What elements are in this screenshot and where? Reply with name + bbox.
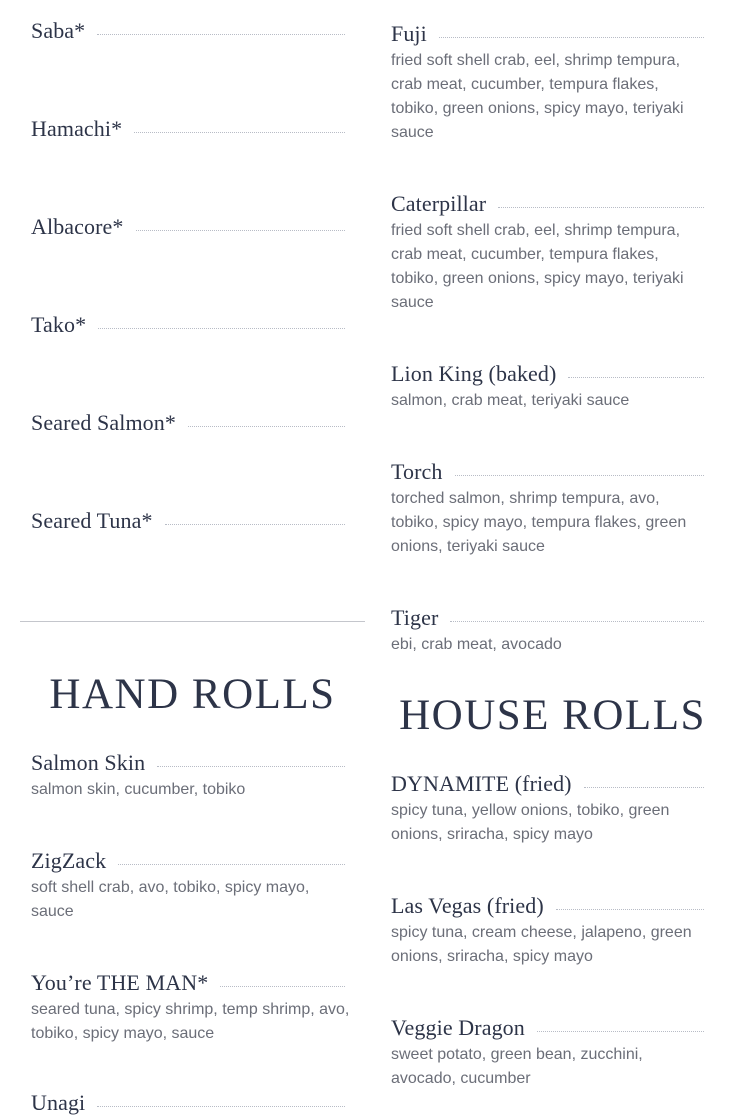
dotted-leader xyxy=(98,328,345,329)
item-description: torched salmon, shrimp tempura, avo, tobiko, spicy mayo, tempura flakes, green onions, teriyaki sauce xyxy=(391,490,687,555)
item-name: Saba* xyxy=(31,18,86,43)
item-name: ZigZack xyxy=(31,848,107,873)
menu-item-torch xyxy=(391,459,704,559)
menu-item-lion-king xyxy=(391,361,704,413)
item-description: ebi, crab meat, avocado xyxy=(391,636,562,653)
menu-item-tiger xyxy=(391,605,704,657)
dotted-leader xyxy=(97,1106,345,1107)
item-name: Veggie Dragon xyxy=(391,1015,525,1040)
menu-item-salmon-skin xyxy=(31,750,345,802)
dotted-leader xyxy=(165,524,345,525)
dotted-leader xyxy=(498,207,704,208)
dotted-leader xyxy=(568,377,704,378)
item-name: Albacore* xyxy=(31,214,124,239)
section-title-hand-rolls: HAND ROLLS xyxy=(49,671,336,718)
menu-item-caterpillar xyxy=(391,191,704,315)
item-name: Hamachi* xyxy=(31,116,123,141)
item-name: You’re THE MAN* xyxy=(31,970,209,995)
item-description: spicy tuna, cream cheese, jalapeno, green onions, sriracha, spicy mayo xyxy=(391,924,692,965)
item-name: Caterpillar xyxy=(391,191,487,216)
menu-item-hamachi xyxy=(31,116,345,142)
menu-item-youre-the-man xyxy=(31,970,361,1046)
menu-item-dynamite xyxy=(391,771,704,847)
menu-item-fuji xyxy=(391,21,704,145)
dotted-leader xyxy=(220,986,345,987)
dotted-leader xyxy=(97,34,345,35)
dotted-leader xyxy=(450,621,704,622)
item-description: salmon, crab meat, teriyaki sauce xyxy=(391,392,630,409)
dotted-leader xyxy=(118,864,345,865)
item-name: Salmon Skin xyxy=(31,750,146,775)
menu-item-tako xyxy=(31,312,345,338)
item-name: Tako* xyxy=(31,312,87,337)
dotted-leader xyxy=(136,230,345,231)
item-name: Seared Salmon* xyxy=(31,410,176,435)
item-description: seared tuna, spicy shrimp, temp shrimp, avo, tobiko, spicy mayo, sauce xyxy=(31,1001,350,1042)
dotted-leader xyxy=(134,132,345,133)
item-description: fried soft shell crab, eel, shrimp tempura, crab meat, cucumber, tempura flakes, tobiko, green onions, spicy mayo, teriyaki sauce xyxy=(391,52,684,141)
dotted-leader xyxy=(439,37,704,38)
section-title-house-rolls: HOUSE ROLLS xyxy=(399,692,706,739)
menu-item-seared-salmon xyxy=(31,410,345,436)
item-name: Las Vegas (fried) xyxy=(391,893,544,918)
item-description: salmon skin, cucumber, tobiko xyxy=(31,781,246,798)
item-name: Unagi xyxy=(31,1090,86,1115)
dotted-leader xyxy=(584,787,704,788)
item-name: Lion King (baked) xyxy=(391,361,557,386)
menu-item-seared-tuna xyxy=(31,508,345,534)
item-description: fried soft shell crab, eel, shrimp tempura, crab meat, cucumber, tempura flakes, tobiko, green onions, spicy mayo, teriyaki sauce xyxy=(391,222,684,311)
dotted-leader xyxy=(537,1031,704,1032)
menu-item-las-vegas xyxy=(391,893,704,969)
item-name: DYNAMITE (fried) xyxy=(391,771,572,796)
section-divider xyxy=(20,621,365,622)
item-name: Tiger xyxy=(391,605,439,630)
item-name: Fuji xyxy=(391,21,427,46)
item-name: Seared Tuna* xyxy=(31,508,153,533)
menu-item-zigzack xyxy=(31,848,345,924)
menu-item-saba xyxy=(31,18,345,44)
dotted-leader xyxy=(556,909,704,910)
menu-item-veggie-dragon xyxy=(391,1015,704,1091)
item-description: sweet potato, green bean, zucchini, avocado, cucumber xyxy=(391,1046,643,1087)
item-description: spicy tuna, yellow onions, tobiko, green onions, sriracha, spicy mayo xyxy=(391,802,670,843)
dotted-leader xyxy=(157,766,345,767)
menu-item-unagi xyxy=(31,1090,345,1116)
item-name: Torch xyxy=(391,459,443,484)
menu-item-albacore xyxy=(31,214,345,240)
dotted-leader xyxy=(455,475,705,476)
item-description: soft shell crab, avo, tobiko, spicy mayo, sauce xyxy=(31,879,310,920)
dotted-leader xyxy=(188,426,345,427)
